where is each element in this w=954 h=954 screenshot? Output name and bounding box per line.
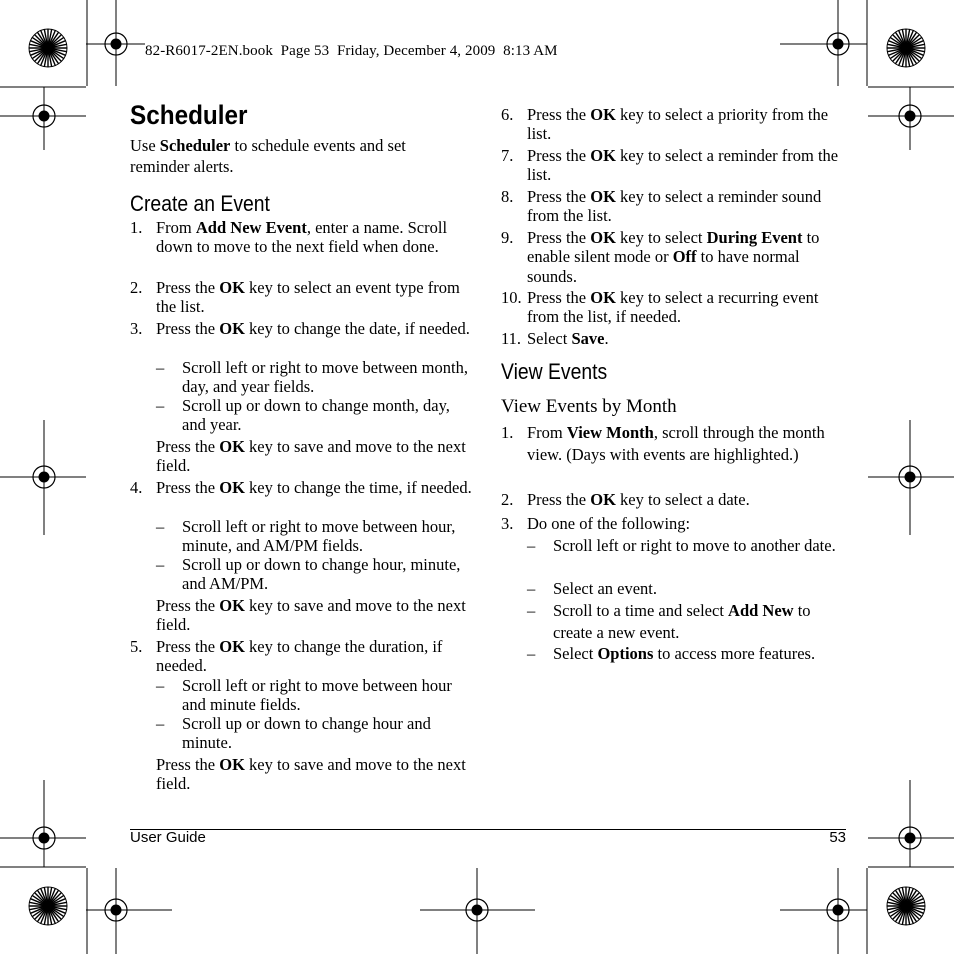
section-heading-create-event: Create an Event <box>130 191 270 216</box>
step-note: Press the OK key to save and move to the next field. <box>156 755 466 794</box>
page-number: 53 <box>829 829 846 846</box>
print-slug: 82-R6017-2EN.book Page 53 Friday, December 4, 2009 8:13 AM <box>145 43 558 59</box>
footer-rule <box>130 829 846 830</box>
manual-page: 82-R6017-2EN.book Page 53 Friday, December 4, 2009 8:13 AM Scheduler Use Scheduler to schedule events and set reminder alerts. Create an Event 1. From Add New Event, enter a name. Scroll down to move to the next field when done. 2. Press the OK key to select an event type from the list. 3. Press the OK key to change the date, if needed. – Scroll left or right to move between month, day, and year fields. – Scroll up or down to change month, day, and year. Press the OK key to save and move to the next field. 4. Press the OK key to change the time, if needed. – Scroll left or right to move between hour, minute, and AM/PM fields. – Scroll up or down to change hour, minute, and AM/PM. Press the OK key to save and move to the next field. 5. Press the OK key to change the duration, if needed. – Scroll left or right to move between hour and minute fields. – Scroll up or down to change hour and minute. Press the OK key to save and move to the next field. 6. Press the OK key to select a priority from the list. 7. Press the OK key to select a reminder from the list. 8. Press the OK key to select a reminder sound from the list. 9. Press the OK key to select During Event to enable silent mode or Off to have normal sounds. 10. Press the OK key to select a recurring event from the list, if needed. 11. Select Save. View Events View Events by Month 1. From View Month, scroll through the month view. (Days with events are highlighted.) 2. Press the OK key to select a date. 3. Do one of the following: – Scroll left or right to move to another date. – Select an event. – Scroll to a time and select Add New to create a new event. – Select Options to access more features. User Guide 53 <box>0 0 954 954</box>
intro-paragraph: Use Scheduler to schedule events and set reminder alerts. <box>130 136 406 176</box>
step-note: Press the OK key to save and move to the next field. <box>156 437 466 476</box>
step-note: Press the OK key to save and move to the next field. <box>156 596 466 635</box>
subsection-heading-view-by-month: View Events by Month <box>501 396 677 417</box>
section-heading-view-events: View Events <box>501 359 608 384</box>
footer-guide-label: User Guide <box>130 829 206 846</box>
page-title: Scheduler <box>130 100 248 130</box>
